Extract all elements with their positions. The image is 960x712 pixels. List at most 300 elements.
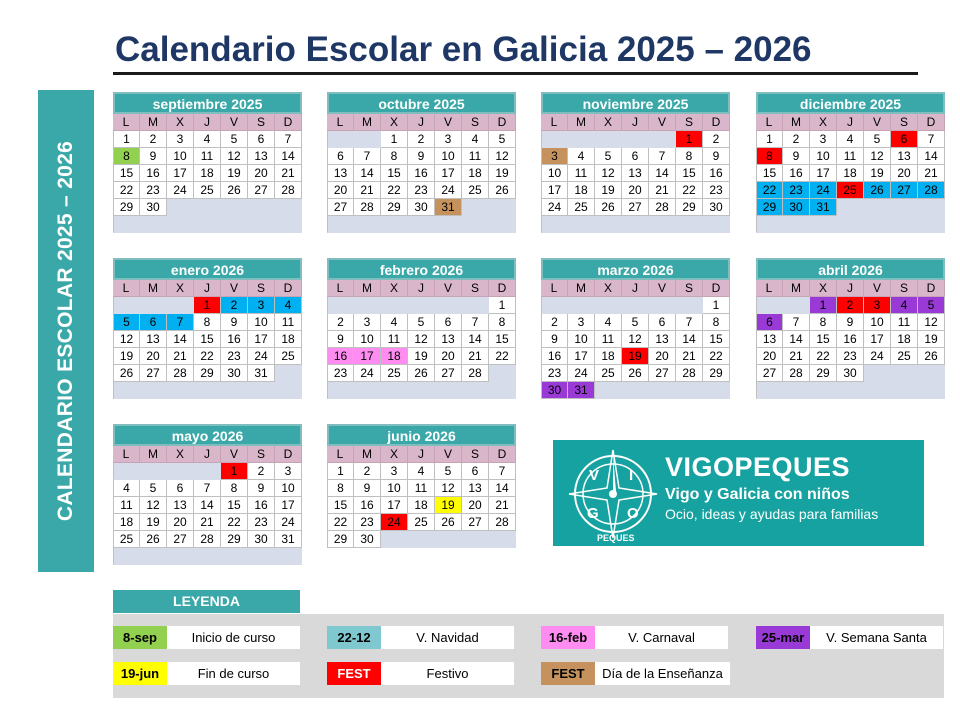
day-cell: 5 <box>435 463 462 480</box>
sidebar-banner <box>38 90 94 572</box>
empty-cell <box>783 297 810 314</box>
day-cell: 23 <box>140 182 167 199</box>
week-row <box>327 165 516 182</box>
weekday-label: V <box>435 280 462 297</box>
day-cell: 10 <box>248 314 275 331</box>
day-cell: 26 <box>435 514 462 531</box>
weekday-row <box>541 114 730 131</box>
empty-cell <box>167 382 194 399</box>
day-cell: 5 <box>221 131 248 148</box>
day-cell: 27 <box>649 365 676 382</box>
day-cell: 25 <box>113 531 140 548</box>
weekday-label: D <box>489 114 516 131</box>
empty-cell <box>568 131 595 148</box>
day-cell: 11 <box>113 497 140 514</box>
day-cell: 3 <box>810 131 837 148</box>
empty-cell <box>891 199 918 216</box>
day-cell: 7 <box>489 463 516 480</box>
month-calendar <box>327 424 516 548</box>
day-cell: 10 <box>568 331 595 348</box>
day-cell: 29 <box>676 199 703 216</box>
day-cell: 24 <box>435 182 462 199</box>
day-cell: 10 <box>864 314 891 331</box>
day-cell: 19 <box>864 165 891 182</box>
empty-cell <box>248 382 275 399</box>
empty-cell <box>541 216 568 233</box>
day-cell: 26 <box>595 199 622 216</box>
week-row <box>541 148 730 165</box>
day-cell: 4 <box>381 314 408 331</box>
day-cell: 12 <box>140 497 167 514</box>
day-cell: 28 <box>354 199 381 216</box>
day-cell: 9 <box>541 331 568 348</box>
month-calendar <box>541 258 730 399</box>
day-cell: 24 <box>864 348 891 365</box>
day-cell: 27 <box>140 365 167 382</box>
weekday-label: M <box>140 280 167 297</box>
day-cell: 20 <box>462 497 489 514</box>
empty-cell <box>140 382 167 399</box>
weekday-label: V <box>435 114 462 131</box>
day-cell: 7 <box>918 131 945 148</box>
legend-code: 19-jun <box>113 662 167 685</box>
day-cell: 10 <box>167 148 194 165</box>
day-cell: 15 <box>756 165 783 182</box>
weekday-label: D <box>703 114 730 131</box>
weekday-label: D <box>703 280 730 297</box>
day-cell: 5 <box>864 131 891 148</box>
day-cell: 15 <box>327 497 354 514</box>
day-cell: 19 <box>435 497 462 514</box>
weekday-label: S <box>676 114 703 131</box>
empty-cell <box>327 297 354 314</box>
day-cell: 4 <box>568 148 595 165</box>
day-cell: 14 <box>783 331 810 348</box>
day-cell: 21 <box>783 348 810 365</box>
day-cell: 30 <box>783 199 810 216</box>
day-cell: 11 <box>837 148 864 165</box>
empty-cell <box>275 548 302 565</box>
day-cell: 26 <box>140 531 167 548</box>
compass-letter-i: I <box>629 467 634 484</box>
day-cell: 4 <box>462 131 489 148</box>
empty-cell <box>837 382 864 399</box>
week-row <box>113 480 302 497</box>
week-row <box>113 548 302 565</box>
week-row <box>113 382 302 399</box>
day-cell: 17 <box>248 331 275 348</box>
day-cell: 22 <box>676 182 703 199</box>
legend-item-semana-santa <box>756 626 943 649</box>
day-cell: 7 <box>783 314 810 331</box>
empty-cell <box>810 216 837 233</box>
empty-cell <box>783 382 810 399</box>
day-cell: 16 <box>408 165 435 182</box>
compass-letter-o: O <box>627 505 639 522</box>
day-cell: 22 <box>113 182 140 199</box>
empty-cell <box>489 382 516 399</box>
day-cell: 10 <box>381 480 408 497</box>
week-row <box>113 148 302 165</box>
weekday-label: V <box>649 114 676 131</box>
day-cell: 2 <box>703 131 730 148</box>
day-cell: 12 <box>918 314 945 331</box>
day-cell: 12 <box>408 331 435 348</box>
day-cell: 1 <box>676 131 703 148</box>
day-cell: 12 <box>435 480 462 497</box>
empty-cell <box>113 548 140 565</box>
day-cell: 3 <box>354 314 381 331</box>
day-cell: 12 <box>221 148 248 165</box>
day-cell: 22 <box>756 182 783 199</box>
week-row <box>541 331 730 348</box>
month-header: mayo 2026 <box>113 424 302 446</box>
day-cell: 17 <box>381 497 408 514</box>
weekday-row <box>541 280 730 297</box>
day-cell: 15 <box>381 165 408 182</box>
day-cell: 6 <box>140 314 167 331</box>
day-cell: 13 <box>435 331 462 348</box>
month-header: septiembre 2025 <box>113 92 302 114</box>
empty-cell <box>918 199 945 216</box>
week-row <box>327 348 516 365</box>
day-cell: 19 <box>595 182 622 199</box>
week-row <box>113 199 302 216</box>
empty-cell <box>381 216 408 233</box>
week-row <box>113 182 302 199</box>
empty-cell <box>489 365 516 382</box>
day-cell: 22 <box>327 514 354 531</box>
empty-cell <box>918 216 945 233</box>
day-cell: 3 <box>864 297 891 314</box>
empty-cell <box>864 216 891 233</box>
day-cell: 8 <box>489 314 516 331</box>
day-cell: 1 <box>810 297 837 314</box>
empty-cell <box>756 297 783 314</box>
day-cell: 10 <box>810 148 837 165</box>
day-cell: 19 <box>221 165 248 182</box>
day-cell: 2 <box>408 131 435 148</box>
day-cell: 4 <box>595 314 622 331</box>
weekday-label: X <box>810 114 837 131</box>
week-row <box>541 382 730 399</box>
day-cell: 25 <box>462 182 489 199</box>
day-cell: 29 <box>221 531 248 548</box>
day-cell: 4 <box>408 463 435 480</box>
day-cell: 15 <box>703 331 730 348</box>
weekday-label: M <box>140 114 167 131</box>
day-cell: 4 <box>194 131 221 148</box>
empty-cell <box>756 382 783 399</box>
weekday-label: S <box>891 114 918 131</box>
empty-cell <box>891 382 918 399</box>
day-cell: 13 <box>622 165 649 182</box>
day-cell: 22 <box>703 348 730 365</box>
empty-cell <box>435 531 462 548</box>
day-cell: 29 <box>327 531 354 548</box>
weekday-label: L <box>327 446 354 463</box>
day-cell: 6 <box>167 480 194 497</box>
day-cell: 11 <box>275 314 302 331</box>
empty-cell <box>837 216 864 233</box>
empty-cell <box>489 216 516 233</box>
week-row <box>756 131 945 148</box>
day-cell: 13 <box>327 165 354 182</box>
day-cell: 1 <box>327 463 354 480</box>
empty-cell <box>248 199 275 216</box>
day-cell: 19 <box>622 348 649 365</box>
weekday-label: M <box>354 446 381 463</box>
weekday-label: J <box>194 280 221 297</box>
empty-cell <box>891 216 918 233</box>
day-cell: 13 <box>891 148 918 165</box>
week-row <box>541 314 730 331</box>
day-cell: 1 <box>113 131 140 148</box>
week-row <box>756 365 945 382</box>
empty-cell <box>622 131 649 148</box>
day-cell: 26 <box>864 182 891 199</box>
month-header: diciembre 2025 <box>756 92 945 114</box>
empty-cell <box>649 297 676 314</box>
day-cell: 9 <box>354 480 381 497</box>
legend-item-inicio <box>113 626 300 649</box>
week-row <box>756 331 945 348</box>
weekday-label: L <box>327 280 354 297</box>
legend-item-fin <box>113 662 300 685</box>
day-cell: 7 <box>275 131 302 148</box>
legend-code: 8-sep <box>113 626 167 649</box>
day-cell: 24 <box>381 514 408 531</box>
empty-cell <box>462 297 489 314</box>
empty-cell <box>221 548 248 565</box>
day-cell: 20 <box>167 514 194 531</box>
weekday-row <box>327 280 516 297</box>
day-cell: 11 <box>408 480 435 497</box>
empty-cell <box>275 216 302 233</box>
day-cell: 28 <box>275 182 302 199</box>
week-row <box>113 216 302 233</box>
weekday-label: M <box>354 114 381 131</box>
month-header: marzo 2026 <box>541 258 730 280</box>
day-cell: 6 <box>327 148 354 165</box>
empty-cell <box>676 382 703 399</box>
day-cell: 3 <box>568 314 595 331</box>
day-cell: 16 <box>248 497 275 514</box>
day-cell: 2 <box>783 131 810 148</box>
vigopeques-logo[interactable] <box>553 440 924 546</box>
day-cell: 25 <box>275 348 302 365</box>
empty-cell <box>408 216 435 233</box>
day-cell: 30 <box>221 365 248 382</box>
day-cell: 24 <box>810 182 837 199</box>
weekday-label: V <box>221 446 248 463</box>
weekday-label: X <box>595 114 622 131</box>
legend-label: Inicio de curso <box>167 626 300 649</box>
day-cell: 18 <box>595 348 622 365</box>
empty-cell <box>408 531 435 548</box>
week-row <box>113 531 302 548</box>
day-cell: 25 <box>408 514 435 531</box>
compass-letter-v: V <box>589 467 600 484</box>
day-cell: 25 <box>381 365 408 382</box>
weekday-label: J <box>194 114 221 131</box>
empty-cell <box>221 382 248 399</box>
compass-logo-icon <box>563 444 663 544</box>
week-row <box>327 480 516 497</box>
day-cell: 23 <box>221 348 248 365</box>
day-cell: 17 <box>810 165 837 182</box>
weekday-label: S <box>248 446 275 463</box>
empty-cell <box>703 382 730 399</box>
empty-cell <box>649 216 676 233</box>
day-cell: 29 <box>194 365 221 382</box>
empty-cell <box>113 382 140 399</box>
empty-cell <box>622 216 649 233</box>
week-row <box>113 297 302 314</box>
month-calendar <box>327 92 516 233</box>
empty-cell <box>275 365 302 382</box>
empty-cell <box>167 463 194 480</box>
day-cell: 20 <box>622 182 649 199</box>
day-cell: 2 <box>541 314 568 331</box>
weekday-label: V <box>221 280 248 297</box>
day-cell: 20 <box>891 165 918 182</box>
empty-cell <box>140 463 167 480</box>
day-cell: 27 <box>622 199 649 216</box>
week-row <box>541 365 730 382</box>
day-cell: 28 <box>489 514 516 531</box>
weekday-label: V <box>864 114 891 131</box>
empty-cell <box>408 297 435 314</box>
weekday-label: L <box>541 114 568 131</box>
weekday-label: S <box>248 280 275 297</box>
day-cell: 21 <box>676 348 703 365</box>
day-cell: 28 <box>462 365 489 382</box>
day-cell: 25 <box>595 365 622 382</box>
day-cell: 18 <box>381 348 408 365</box>
day-cell: 27 <box>891 182 918 199</box>
day-cell: 4 <box>891 297 918 314</box>
day-cell: 26 <box>489 182 516 199</box>
week-row <box>541 165 730 182</box>
weekday-row <box>327 446 516 463</box>
week-row <box>327 148 516 165</box>
empty-cell <box>489 531 516 548</box>
week-row <box>756 314 945 331</box>
month-header: junio 2026 <box>327 424 516 446</box>
month-calendar <box>756 92 945 233</box>
week-row <box>327 131 516 148</box>
day-cell: 18 <box>462 165 489 182</box>
weekday-label: S <box>462 114 489 131</box>
weekday-label: X <box>810 280 837 297</box>
empty-cell <box>595 216 622 233</box>
day-cell: 18 <box>837 165 864 182</box>
empty-cell <box>381 382 408 399</box>
day-cell: 8 <box>676 148 703 165</box>
weekday-label: V <box>435 446 462 463</box>
day-cell: 23 <box>541 365 568 382</box>
day-cell: 3 <box>248 297 275 314</box>
weekday-label: M <box>354 280 381 297</box>
empty-cell <box>462 216 489 233</box>
empty-cell <box>595 131 622 148</box>
empty-cell <box>864 382 891 399</box>
logo-tagline: Ocio, ideas y ayudas para familias <box>665 506 879 522</box>
empty-cell <box>167 297 194 314</box>
day-cell: 14 <box>194 497 221 514</box>
empty-cell <box>918 365 945 382</box>
day-cell: 20 <box>140 348 167 365</box>
logo-title: VIGOPEQUES <box>665 452 851 482</box>
empty-cell <box>568 297 595 314</box>
day-cell: 15 <box>221 497 248 514</box>
week-row <box>327 365 516 382</box>
weekday-label: J <box>408 280 435 297</box>
weekday-label: D <box>489 446 516 463</box>
day-cell: 23 <box>408 182 435 199</box>
day-cell: 13 <box>167 497 194 514</box>
week-row <box>113 165 302 182</box>
day-cell: 9 <box>837 314 864 331</box>
weekday-label: D <box>275 114 302 131</box>
empty-cell <box>381 531 408 548</box>
day-cell: 12 <box>595 165 622 182</box>
compass-ring-text: PEQUES <box>597 533 635 543</box>
day-cell: 22 <box>381 182 408 199</box>
week-row <box>327 497 516 514</box>
week-row <box>756 182 945 199</box>
day-cell: 8 <box>381 148 408 165</box>
day-cell: 20 <box>435 348 462 365</box>
day-cell: 9 <box>248 480 275 497</box>
weekday-label: J <box>408 446 435 463</box>
day-cell: 27 <box>248 182 275 199</box>
day-cell: 8 <box>810 314 837 331</box>
day-cell: 31 <box>568 382 595 399</box>
month-calendar <box>327 258 516 399</box>
day-cell: 5 <box>595 148 622 165</box>
weekday-label: L <box>756 280 783 297</box>
weekday-row <box>756 280 945 297</box>
day-cell: 2 <box>140 131 167 148</box>
day-cell: 30 <box>408 199 435 216</box>
day-cell: 1 <box>703 297 730 314</box>
day-cell: 12 <box>622 331 649 348</box>
day-cell: 24 <box>248 348 275 365</box>
week-row <box>541 348 730 365</box>
day-cell: 16 <box>703 165 730 182</box>
weekday-label: L <box>113 114 140 131</box>
empty-cell <box>837 199 864 216</box>
day-cell: 30 <box>248 531 275 548</box>
week-row <box>327 531 516 548</box>
day-cell: 19 <box>918 331 945 348</box>
empty-cell <box>354 131 381 148</box>
day-cell: 5 <box>918 297 945 314</box>
day-cell: 26 <box>113 365 140 382</box>
day-cell: 3 <box>275 463 302 480</box>
empty-cell <box>194 216 221 233</box>
day-cell: 6 <box>649 314 676 331</box>
month-header: enero 2026 <box>113 258 302 280</box>
day-cell: 25 <box>568 199 595 216</box>
week-row <box>327 216 516 233</box>
day-cell: 16 <box>837 331 864 348</box>
week-row <box>327 182 516 199</box>
week-row <box>113 514 302 531</box>
weekday-label: S <box>462 446 489 463</box>
